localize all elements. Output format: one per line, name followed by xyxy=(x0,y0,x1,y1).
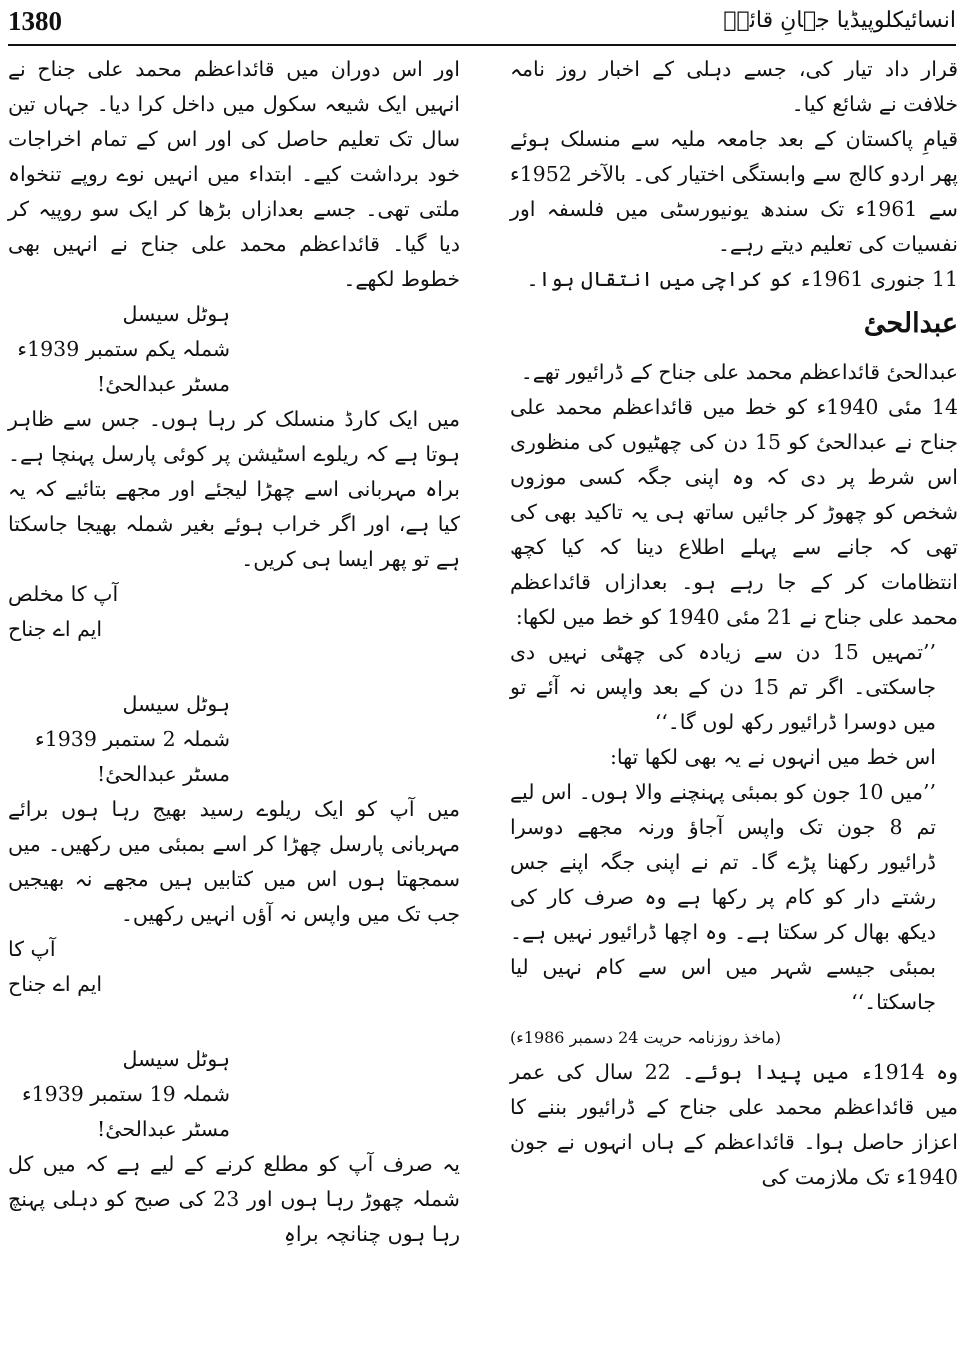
letter-hotel: ہوٹل سیسل xyxy=(122,1047,230,1071)
quote: ’’تمہیں 15 دن سے زیادہ کی چھٹی نہیں دی جاسکتی۔ اگر تم 15 دن کے بعد واپس نہ آئے تو میں دوسرا ڈرائیور رکھ لوں گا۔‘‘ xyxy=(510,640,936,734)
paragraph: وہ 1914ء میں پیدا ہوئے۔ 22 سال کی عمر میں قائداعظم محمد علی جناح کے ڈرائیور بننے کا اعزاز حاصل ہوا۔ قائداعظم کے ہاں انہوں نے جون 1940ء تک ملازمت کی xyxy=(510,1060,959,1189)
letter-body: یہ صرف آپ کو مطلع کرنے کے لیے ہے کہ میں کل شملہ چھوڑ رہا ہوں اور 23 کی صبح کو دہلی پہنچ رہا ہوں چنانچہ براہِ xyxy=(8,1152,460,1246)
letter-closing: آپ کا xyxy=(8,937,56,961)
letter-salutation: مسٹر عبدالحیٔ! xyxy=(97,762,230,786)
letter-hotel: ہوٹل سیسل xyxy=(122,692,230,716)
paragraph: 11 جنوری 1961ء کو کراچی میں انتقال ہوا۔ xyxy=(526,267,958,291)
letter xyxy=(8,687,460,1002)
letter-signature: ایم اے جناح xyxy=(8,972,103,996)
spacer xyxy=(8,647,460,687)
header-rule xyxy=(8,44,956,46)
letter-body: میں ایک کارڈ منسلک کر رہا ہوں۔ جس سے ظاہر ہوتا ہے کہ ریلوے اسٹیشن پر کوئی پارسل پہنچا ہے۔ براہ مہربانی اسے چھڑا لیجئے اور مجھے بتائیے کہ یہ کیا ہے، اور اگر خراب ہوئے بغیر شملہ بھیجا جاسکتا ہے تو پھر ایسا ہی کریں۔ xyxy=(8,407,460,571)
quote-intro: اس خط میں انہوں نے یہ بھی لکھا تھا: xyxy=(609,745,936,769)
letter-date: شملہ یکم ستمبر 1939ء xyxy=(17,337,230,361)
quote: ’’میں 10 جون کو بمبئی پہنچنے والا ہوں۔ اس لیے تم 8 جون تک واپس آجاؤ ورنہ مجھے دوسرا ڈرائیور رکھنا پڑے گا۔ تم نے اپنی جگہ اپنے جس رشتے دار کو کام پر رکھا ہے وہ صرف کار کی دیکھ بھال کر سکتا ہے۔ وہ اچھا ڈرائیور نہیں ہے۔ بمبئی جیسے شہر میں اس سے کام نہیں لیا جاسکتا۔‘‘ xyxy=(510,780,936,1014)
letter-salutation: مسٹر عبدالحیٔ! xyxy=(97,1117,230,1141)
letter-signature: ایم اے جناح xyxy=(8,617,103,641)
letter-hotel: ہوٹل سیسل xyxy=(122,302,230,326)
paragraph: 14 مئی 1940ء کو خط میں قائداعظم محمد علی جناح نے عبدالحیٔ کو 15 دن کی چھٹیوں کی منظوری اس شرط پر دی کہ وہ اپنی جگہ کسی موزوں شخص کو چھوڑ کر جائیں ساتھ ہی یہ تاکید بھی کی تھی کہ جانے سے پہلے اطلاع دینا کہ کیا کچھ انتظامات کر کے جا رہے ہو۔ بعدازاں قائداعظم محمد علی جناح نے 21 مئی 1940 کو خط میں لکھا: xyxy=(510,395,958,629)
paragraph: قرار داد تیار کی، جسے دہلی کے اخبار روز نامہ خلافت نے شائع کیا۔ xyxy=(510,57,959,116)
letter-salutation: مسٹر عبدالحیٔ! xyxy=(97,372,230,396)
letter-date: شملہ 19 ستمبر 1939ء xyxy=(22,1082,230,1106)
letter-body: میں آپ کو ایک ریلوے رسید بھیج رہا ہوں برائے مہربانی پارسل چھڑا کر اسے بمبئی میں رکھیں۔ میں سمجھتا ہوں اس میں کتابیں ہیں مجھے نہ بھیجیں جب تک میں واپس نہ آؤں انہیں رکھیں۔ xyxy=(8,797,460,926)
paragraph: عبدالحیٔ قائداعظم محمد علی جناح کے ڈرائیور تھے۔ xyxy=(520,360,958,384)
left-column xyxy=(8,52,460,1252)
letter-closing: آپ کا مخلص xyxy=(8,582,119,606)
letter xyxy=(8,297,460,647)
page-number: 1380 xyxy=(8,6,62,36)
paragraph: اور اس دوران میں قائداعظم محمد علی جناح نے انہیں ایک شیعہ سکول میں داخل کرا دیا۔ جہاں تین سال تک تعلیم حاصل کی اور اس کے تمام اخراجات خود برداشت کیے۔ ابتداء میں انہیں نوے روپے تنخواہ ملتی تھی۔ جسے بعدازاں بڑھا کر ایک سو روپیہ کر دیا گیا۔ قائداعظم محمد علی جناح نے انہیں بھی خطوط لکھے۔ xyxy=(8,57,460,291)
paragraph: قیامِ پاکستان کے بعد جامعہ ملیہ سے منسلک ہوئے پھر اردو کالج سے وابستگی اختیار کی۔ بالآخر 1952ء سے 1961ء تک سندھ یونیورسٹی میں فلسفہ اور نفسیات کی تعلیم دیتے رہے۔ xyxy=(510,127,958,256)
running-head: انسائیکلوپیڈیا جہانِ قائدؒ xyxy=(723,8,956,33)
letter xyxy=(8,1042,460,1252)
source-note: (ماخذ روزنامہ حریت 24 دسمبر 1986ء) xyxy=(510,1028,782,1047)
spacer xyxy=(8,1002,460,1042)
right-column xyxy=(510,52,958,1195)
section-heading: عبدالحیٔ xyxy=(863,308,958,339)
letter-date: شملہ 2 ستمبر 1939ء xyxy=(35,727,230,751)
page-header xyxy=(8,4,956,44)
